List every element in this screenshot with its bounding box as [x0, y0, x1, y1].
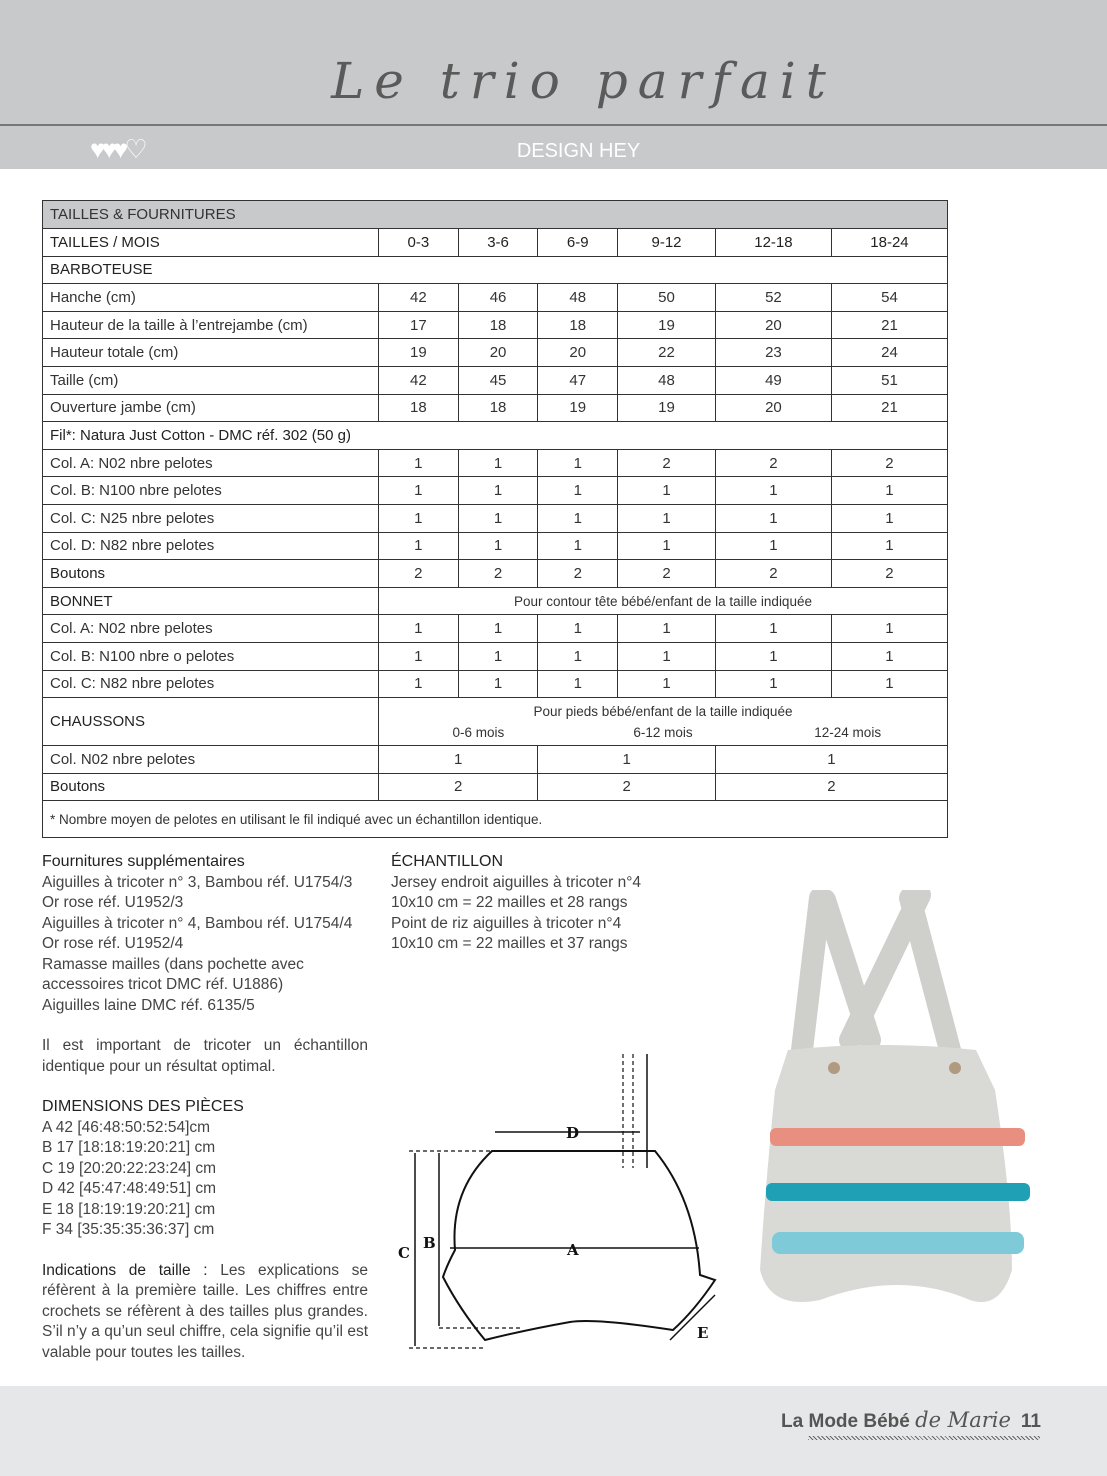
table-cell: 2 — [379, 773, 538, 801]
sizes-supplies-table — [42, 200, 948, 838]
list-line: Aiguilles laine DMC réf. 6135/5 — [42, 996, 255, 1014]
table-cell: 24 — [831, 339, 947, 367]
bonnet-note: Pour contour tête bébé/enfant de la taille indiquée — [379, 587, 948, 615]
brand-underline — [808, 1436, 1040, 1440]
table-cell: 1 — [379, 615, 459, 643]
designer-label: DESIGN HEY — [516, 140, 641, 162]
row-label: Col. N02 nbre pelotes — [43, 746, 379, 774]
table-cell: 23 — [715, 339, 831, 367]
table-cell: 1 — [458, 642, 538, 670]
table-cell: 1 — [379, 449, 459, 477]
table-cell: 18 — [458, 311, 538, 339]
sizes-header: TAILLES / MOIS — [43, 229, 379, 257]
table-cell: 42 — [379, 284, 459, 312]
table-row — [43, 284, 948, 312]
table-row — [43, 615, 948, 643]
table-cell: 2 — [458, 560, 538, 588]
list-line: B 17 [18:18:19:20:21] cm — [42, 1139, 216, 1156]
table-cell: 1 — [538, 504, 618, 532]
row-label: Taille (cm) — [43, 366, 379, 394]
table-cell: 1 — [538, 477, 618, 505]
table-cell: 1 — [618, 532, 716, 560]
diagram-label-c: C — [398, 1244, 410, 1262]
table-cell: 1 — [538, 615, 618, 643]
table-cell: 1 — [618, 670, 716, 698]
diagram-label-b: B — [423, 1234, 436, 1252]
table-cell: 1 — [379, 532, 459, 560]
footnote: * Nombre moyen de pelotes en utilisant le fil indiqué avec un échantillon identique. — [43, 801, 948, 838]
table-cell: 1 — [458, 504, 538, 532]
brand-script: de Marie — [915, 1408, 1011, 1432]
table-cell: 2 — [715, 449, 831, 477]
table-cell: 1 — [379, 477, 459, 505]
table-cell: 1 — [379, 670, 459, 698]
table-cell: 1 — [715, 477, 831, 505]
table-cell: 1 — [831, 504, 947, 532]
table-cell: 1 — [831, 615, 947, 643]
table-cell: 1 — [715, 504, 831, 532]
table-cell: 1 — [618, 477, 716, 505]
table-cell: 48 — [618, 366, 716, 394]
table-cell: 18 — [379, 394, 459, 422]
page-number: 11 — [1020, 1411, 1041, 1432]
table-cell: 18 — [538, 311, 618, 339]
table-cell: 1 — [715, 615, 831, 643]
size-header: 12-18 — [715, 229, 831, 257]
table-row — [43, 801, 948, 838]
list-line: Or rose réf. U1952/4 — [42, 935, 184, 952]
table-cell: 21 — [831, 394, 947, 422]
pattern-diagram — [395, 1050, 735, 1350]
table-cell: 1 — [458, 615, 538, 643]
table-title: TAILLES & FOURNITURES — [43, 201, 948, 229]
size-header: 0-3 — [379, 229, 459, 257]
table-cell: 1 — [618, 615, 716, 643]
table-row — [43, 587, 948, 615]
table-cell: 1 — [458, 670, 538, 698]
table-cell: 21 — [831, 311, 947, 339]
table-row — [43, 560, 948, 588]
size-header: 18-24 — [831, 229, 947, 257]
magazine-brand — [781, 1408, 1041, 1433]
diagram-label-d: D — [566, 1124, 580, 1142]
row-label: Boutons — [43, 773, 379, 801]
table-cell: 19 — [618, 311, 716, 339]
row-label: Col. B: N100 nbre pelotes — [43, 477, 379, 505]
table-cell: 1 — [538, 746, 716, 774]
table-cell: 1 — [831, 670, 947, 698]
table-cell: 2 — [538, 560, 618, 588]
dimensions-list — [42, 1118, 368, 1241]
table-cell: 1 — [715, 746, 947, 774]
table-row — [43, 504, 948, 532]
yarn-heading: Fil*: Natura Just Cotton - DMC réf. 302 (50 g) — [43, 422, 948, 450]
table-cell: 20 — [538, 339, 618, 367]
table-cell: 1 — [458, 477, 538, 505]
table-cell: 1 — [831, 532, 947, 560]
gauge-title: ÉCHANTILLON — [391, 853, 504, 870]
row-label: Col. A: N02 nbre pelotes — [43, 615, 379, 643]
table-cell: 2 — [618, 560, 716, 588]
table-cell: 18 — [458, 394, 538, 422]
table-cell: 1 — [831, 477, 947, 505]
table-cell: 20 — [715, 311, 831, 339]
table-cell: 2 — [538, 773, 716, 801]
table-cell: 42 — [379, 366, 459, 394]
row-label: Ouverture jambe (cm) — [43, 394, 379, 422]
table-cell: 1 — [538, 642, 618, 670]
table-cell: 1 — [538, 532, 618, 560]
gauge-column — [391, 852, 691, 955]
table-cell: 1 — [458, 532, 538, 560]
table-cell: 1 — [458, 449, 538, 477]
list-line: D 42 [45:47:48:49:51] cm — [42, 1180, 217, 1197]
table-cell: 54 — [831, 284, 947, 312]
list-line: E 18 [18:19:19:20:21] cm — [42, 1200, 216, 1218]
row-label: Col. C: N25 nbre pelotes — [43, 504, 379, 532]
diagram-label-e: E — [697, 1324, 709, 1342]
table-cell: 47 — [538, 366, 618, 394]
size-header: 9-12 — [618, 229, 716, 257]
table-row — [43, 256, 948, 284]
table-cell: 2 — [618, 449, 716, 477]
supplies-title: Fournitures supplémentaires — [42, 853, 245, 870]
size-info-label: Indications de taille : — [42, 1261, 208, 1279]
table-row — [43, 477, 948, 505]
section-bonnet: BONNET — [43, 587, 379, 615]
section-barboteuse: BARBOTEUSE — [43, 256, 948, 284]
chaussons-size: 6-12 mois — [633, 724, 693, 740]
table-cell: 1 — [715, 532, 831, 560]
table-cell: 2 — [831, 449, 947, 477]
table-cell: 45 — [458, 366, 538, 394]
list-line: Or rose réf. U1952/3 — [42, 894, 184, 911]
table-cell: 2 — [715, 773, 947, 801]
table-cell: 52 — [715, 284, 831, 312]
important-note: Il est important de tricoter un échantillon identique pour un résultat optimal. — [42, 1037, 368, 1075]
section-chaussons: CHAUSSONS — [43, 698, 379, 746]
table-row — [43, 698, 948, 746]
list-line: Jersey endroit aiguilles à tricoter n°4 — [391, 873, 642, 891]
chaussons-size: 0-6 mois — [452, 724, 505, 740]
table-cell: 20 — [458, 339, 538, 367]
chaussons-sizes — [379, 698, 948, 746]
list-line: Point de riz aiguilles à tricoter n°4 — [391, 914, 622, 932]
size-info — [42, 1261, 368, 1364]
list-line: C 19 [20:20:22:23:24] cm — [42, 1159, 217, 1177]
chaussons-size: 12-24 mois — [814, 724, 882, 740]
row-label: Col. C: N82 nbre pelotes — [43, 670, 379, 698]
table-row — [43, 366, 948, 394]
table-cell: 17 — [379, 311, 459, 339]
romper-photo — [750, 890, 1060, 1330]
table-row — [43, 449, 948, 477]
gauge-list — [391, 873, 691, 955]
list-line: Aiguilles à tricoter n° 4, Bambou réf. U1754/4 — [42, 914, 353, 932]
table-cell: 1 — [538, 670, 618, 698]
difficulty-hearts-icon: ♥♥♥♡ — [90, 134, 144, 164]
list-line: 10x10 cm = 22 mailles et 28 rangs — [391, 894, 628, 911]
table-cell: 1 — [618, 504, 716, 532]
table-cell: 2 — [715, 560, 831, 588]
table-cell: 1 — [715, 642, 831, 670]
table-row — [43, 422, 948, 450]
table-cell: 2 — [831, 560, 947, 588]
table-cell: 1 — [379, 746, 538, 774]
list-line: Ramasse mailles (dans pochette avec — [42, 955, 304, 973]
row-label: Hauteur de la taille à l’entrejambe (cm) — [43, 311, 379, 339]
row-label: Col. B: N100 nbre o pelotes — [43, 642, 379, 670]
table-row — [43, 311, 948, 339]
table-cell: 1 — [379, 504, 459, 532]
chaussons-note: Pour pieds bébé/enfant de la taille indiquée — [533, 703, 793, 719]
table-row — [43, 201, 948, 229]
list-line: A 42 [46:48:50:52:54]cm — [42, 1118, 211, 1136]
list-line: F 34 [35:35:35:36:37] cm — [42, 1221, 215, 1238]
table-cell: 22 — [618, 339, 716, 367]
table-row — [43, 394, 948, 422]
table-cell: 1 — [538, 449, 618, 477]
table-row — [43, 773, 948, 801]
table-row — [43, 642, 948, 670]
supplies-list — [42, 873, 368, 1017]
table-cell: 20 — [715, 394, 831, 422]
list-line: 10x10 cm = 22 mailles et 37 rangs — [391, 935, 628, 952]
table-cell: 1 — [831, 642, 947, 670]
list-line: accessoires tricot DMC réf. U1886) — [42, 976, 284, 993]
table-cell: 1 — [715, 670, 831, 698]
row-label: Col. A: N02 nbre pelotes — [43, 449, 379, 477]
row-label: Boutons — [43, 560, 379, 588]
table-row — [43, 229, 948, 257]
table-row — [43, 670, 948, 698]
table-row — [43, 339, 948, 367]
list-line: Aiguilles à tricoter n° 3, Bambou réf. U1754/3 — [42, 873, 353, 891]
dimensions-title: DIMENSIONS DES PIÈCES — [42, 1098, 244, 1115]
table-cell: 2 — [379, 560, 459, 588]
size-header: 3-6 — [458, 229, 538, 257]
table-cell: 51 — [831, 366, 947, 394]
table-cell: 50 — [618, 284, 716, 312]
table-cell: 19 — [538, 394, 618, 422]
table-cell: 19 — [618, 394, 716, 422]
table-cell: 49 — [715, 366, 831, 394]
table-cell: 1 — [618, 642, 716, 670]
table-cell: 19 — [379, 339, 459, 367]
size-header: 6-9 — [538, 229, 618, 257]
supplies-column — [42, 852, 368, 1363]
table-cell: 48 — [538, 284, 618, 312]
size-info-text: Les explications se réfèrent à la première taille. Les chiffres entre crochets se réfèrent à des tailles plus grandes. S’il n’y a qu’un seul chiffre, cela signifie qu’il est valable pour toutes les tailles. — [42, 1261, 368, 1361]
page-title: Le trio parfait — [331, 52, 836, 110]
table-cell: 1 — [379, 642, 459, 670]
table-row — [43, 532, 948, 560]
row-label: Hauteur totale (cm) — [43, 339, 379, 367]
diagram-label-a: A — [567, 1241, 579, 1259]
brand-name: La Mode Bébé — [781, 1411, 910, 1432]
row-label: Col. D: N82 nbre pelotes — [43, 532, 379, 560]
table-row — [43, 746, 948, 774]
table-cell: 46 — [458, 284, 538, 312]
row-label: Hanche (cm) — [43, 284, 379, 312]
